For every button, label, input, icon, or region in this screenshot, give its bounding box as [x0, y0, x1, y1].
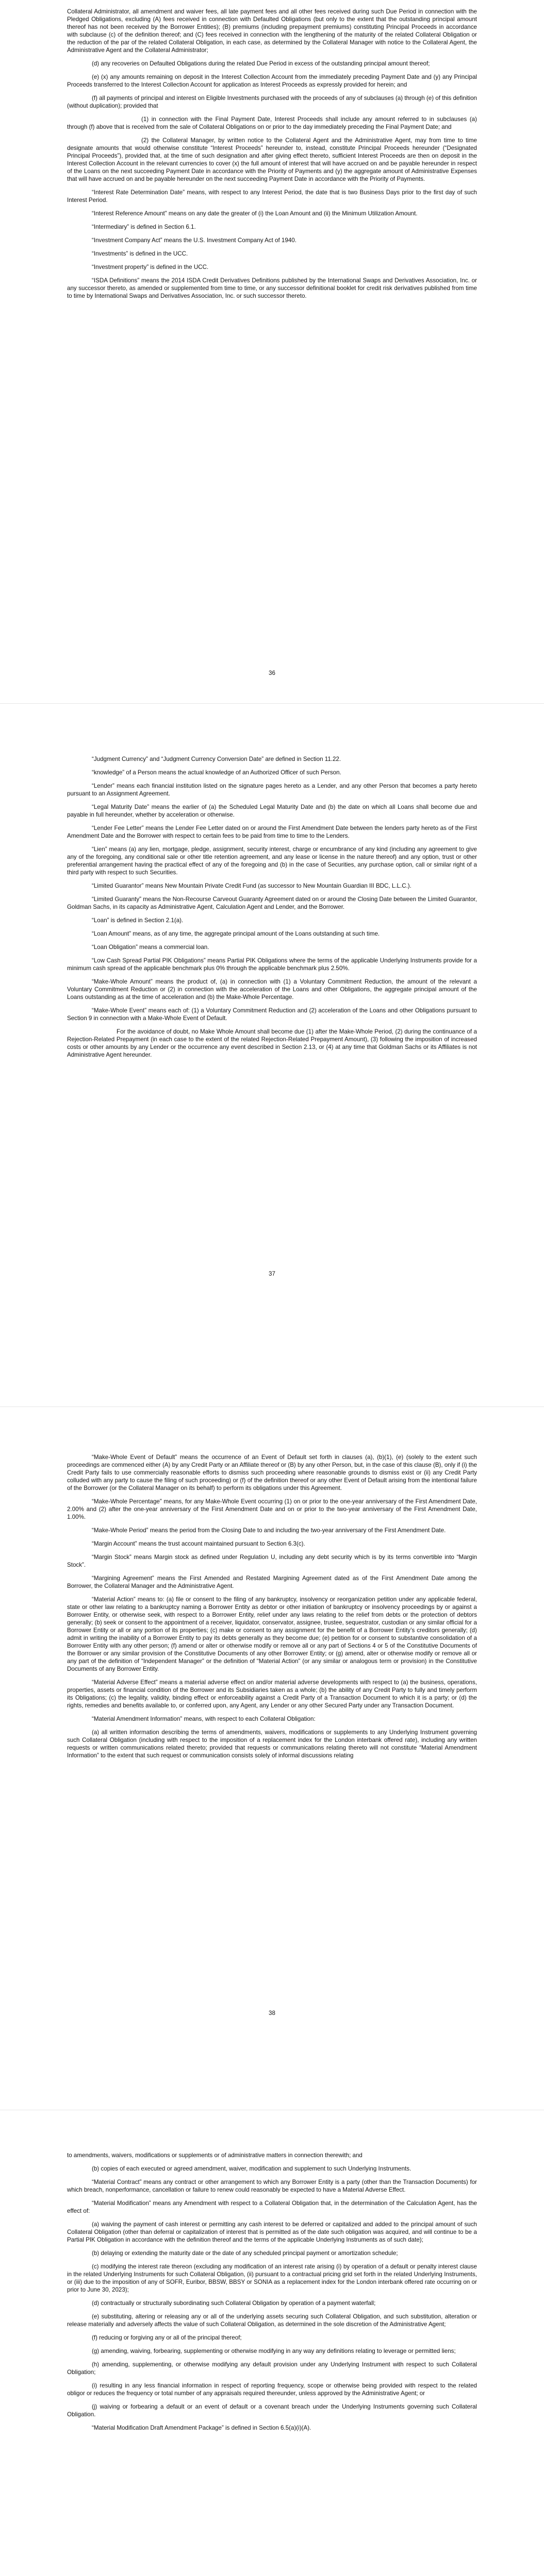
- definition-paragraph: “Make-Whole Event of Default” means the occurrence of an Event of Default set forth in clauses (a), (b)(1), (e) (solely to the extent such proceedings are commenced either (A) by any Credit Party or an Affiliate thereof or (B) by any other Person, but, in the case of this clause (B), only if (i) the Credit Party fails to use commercially reasonable efforts to dismiss such proceeding where reasonable grounds to dismiss exist or (ii) any Credit Party colluded with any party to cause the filing of such proceeding) or (f) of the definition thereof or any other Event of Default arising from the intentional failure of the Borrower (or the Collateral Manager on its behalf) to perform its obligations under this Agreement.: [67, 1454, 477, 1492]
- paragraph: Collateral Administrator, all amendment and waiver fees, all late payment fees and all other fees received during such Due Period in connection with the Pledged Obligations, excluding (A) fees received in connection with Defaulted Obligations (but only to the extent that the outstanding principal amount thereof has not been received by the Borrower Entities); (B) premiums (including prepayment premiums) constituting Principal Proceeds in accordance with subclause (c) of the definition thereof; and (C) fees received in connection with the lengthening of the maturity of the related Collateral Obligation or the reduction of the par of the related Collateral Obligation, in each case, as determined by the Collateral Manager with notice to the Collateral Agent, the Administrative Agent and the Collateral Administrator;: [67, 8, 477, 54]
- definition-paragraph: “Material Modification Draft Amendment Package” is defined in Section 6.5(a)(i)(A).: [92, 2425, 311, 2431]
- definition-paragraph: “ISDA Definitions” means the 2014 ISDA Credit Derivatives Definitions published by the International Swaps and Derivatives Association, Inc. or any successor thereto, as amended or supplemented from time to time, or any successor definitional booklet for credit risk derivatives published from time to time by International Swaps and Derivatives Association, Inc. or such successor thereto.: [67, 277, 477, 299]
- definition-paragraph: “Lender” means each financial institution listed on the signature pages hereto as a Lender, and any other Person that becomes a party hereto pursuant to an Assignment Agreement.: [67, 783, 477, 797]
- paragraph: (j) waiving or forbearing a default or an event of default or a covenant breach under the Underlying Instruments governing such Collateral Obligation.: [67, 2403, 477, 2418]
- definition-paragraph: “Loan Amount” means, as of any time, the aggregate principal amount of the Loans outstanding at such time.: [92, 930, 380, 937]
- definition-paragraph: “Limited Guarantor” means New Mountain Private Credit Fund (as successor to New Mountain Guardian III BDC, L.L.C.).: [92, 883, 411, 889]
- definition-paragraph: “Make-Whole Event” means each of: (1) a Voluntary Commitment Reduction and (2) acceleration of the Loans and other Obligations pursuant to Section 9 in connection with a Make-Whole Event of Default.: [67, 1007, 477, 1022]
- paragraph: (f) reducing or forgiving any or all of the principal thereof;: [92, 2334, 242, 2341]
- definition-paragraph: “knowledge” of a Person means the actual knowledge of an Authorized Officer of such Person.: [92, 769, 341, 776]
- paragraph: (c) modifying the interest rate thereon (excluding any modification of an interest rate arising (i) by operation of a default or penalty interest clause in the related Underlying Instruments for such Collateral Obligation, (ii) pursuant to a contractual pricing grid set forth in the related Underlying Instruments, or (iii) due to the imposition of any of SOFR, Euribor, BBSW, BBSY or SONIA as a replacement index for the London interbank offered rate occurring on or prior to June 30, 2023);: [67, 2263, 477, 2293]
- definition-paragraph: “Lien” means (a) any lien, mortgage, pledge, assignment, security interest, charge or encumbrance of any kind (including any agreement to give any of the foregoing, any conditional sale or other title retention agreement, and any lease or license in the nature thereof) and any option, trust or other preferential arrangement having the practical effect of any of the foregoing and (b) in the case of Securities, any purchase option, call or similar right of a third party with respect to such Securities.: [67, 846, 477, 876]
- definition-paragraph: “Make-Whole Amount” means the product of, (a) in connection with (1) a Voluntary Commitment Reduction, the amount of the relevant a Voluntary Commitment Reduction or (2) in connection with the acceleration of the Loans and other Obligations, the aggregate principal amount of the Loans outstanding as at the time of acceleration and (b) the Make-Whole Percentage.: [67, 978, 477, 1001]
- definition-paragraph: “Limited Guaranty” means the Non-Recourse Carveout Guaranty Agreement dated on or around the Closing Date between the Limited Guarantor, Goldman Sachs, in its capacity as Administrative Agent, Calculation Agent and Lender, and the Borrower.: [67, 896, 477, 910]
- page-body: [67, 2151, 477, 2437]
- paragraph: (i) resulting in any less financial information in respect of reporting frequency, scope or otherwise being provided with respect to the related obligor or reduces the frequency or total number of any appraisals required thereunder, unless approved by the Administrative Agent; or: [67, 2382, 477, 2397]
- definition-paragraph: “Judgment Currency” and “Judgment Currency Conversion Date” are defined in Section 11.22.: [92, 756, 341, 762]
- definition-paragraph: “Loan Obligation” means a commercial loan.: [92, 944, 209, 951]
- definition-paragraph: “Make-Whole Period” means the period from the Closing Date to and including the two-year anniversary of the First Amendment Date.: [92, 1527, 446, 1534]
- page-body: [67, 1453, 477, 1765]
- page-number: 38: [269, 2010, 275, 2016]
- paragraph: (a) waiving the payment of cash interest or permitting any cash interest to be deferred or capitalized and added to the principal amount of such Collateral Obligation (other than deferral or capitalization of interest that is permitted as of the date such obligation was acquired, and will continue to be a Partial PIK Obligation in accordance with the definition thereof and the terms of the applicable Underlying Instruments as of such date);: [67, 2221, 477, 2243]
- paragraph: (1) in connection with the Final Payment Date, Interest Proceeds shall include any amount referred to in subclauses (a) through (f) above that is received from the sale of Collateral Obligations on or prior to the day immediately preceding the Final Payment Date; and: [67, 116, 477, 130]
- definition-paragraph: “Margin Stock” means Margin stock as defined under Regulation U, including any debt security which is by its terms convertible into “Margin Stock”.: [67, 1554, 477, 1568]
- definition-paragraph: “Margin Account” means the trust account maintained pursuant to Section 6.3(c).: [92, 1540, 305, 1547]
- document-page: [0, 0, 544, 703]
- paragraph: (h) amending, supplementing, or otherwise modifying any default provision under any Underlying Instrument with respect to such Collateral Obligation;: [67, 2361, 477, 2376]
- paragraph: (g) amending, waiving, forbearing, supplementing or otherwise modifying in any way any definitions relating to leverage or permitted liens;: [92, 2348, 456, 2354]
- page-body: [67, 755, 477, 1064]
- paragraph: (d) any recoveries on Defaulted Obligations during the related Due Period in excess of the outstanding principal amount thereof;: [92, 60, 430, 67]
- document-page: [0, 2110, 544, 2576]
- paragraph: to amendments, waivers, modifications or supplements or of administrative matters in connection therewith; and: [67, 2152, 362, 2159]
- definition-paragraph: “Low Cash Spread Partial PIK Obligations” means Partial PIK Obligations where the terms of the applicable Underlying Instruments provide for a minimum cash spread of the applicable benchmark plus 0% through the applicable benchmark plus 2.50%.: [67, 957, 477, 972]
- definition-paragraph: “Investment property” is defined in the UCC.: [92, 264, 209, 270]
- paragraph: (b) copies of each executed or agreed amendment, waiver, modification and supplement to such Underlying Instruments.: [92, 2165, 411, 2172]
- definition-paragraph: “Material Modification” means any Amendment with respect to a Collateral Obligation that, in the determination of the Calculation Agent, has the effect of:: [67, 2200, 477, 2214]
- document-page: [0, 703, 544, 1406]
- definition-paragraph: “Intermediary” is defined in Section 6.1.: [92, 224, 196, 230]
- document-page: [0, 1406, 544, 2110]
- definition-paragraph: “Material Adverse Effect” means a material adverse effect on and/or material adverse developments with respect to (a) the business, operations, properties, assets or financial condition of the Borrower and its Subsidiaries taken as a whole; (b) the ability of any Credit Party to fully and timely perform its Obligations; (c) the legality, validity, binding effect or enforceability against a Credit Party of a Transaction Document to which it is a party; or (d) the rights, remedies and benefits available to, or conferred upon, any Agent, any Lender or any other Secured Party under any Transaction Document.: [67, 1679, 477, 1709]
- paragraph: (e) substituting, altering or releasing any or all of the underlying assets securing such Collateral Obligation, and such substitution, alteration or release materially and adversely affects the value of such Collateral Obligation, as determined in the sole discretion of the Administrative Agent;: [67, 2313, 477, 2328]
- paragraph: For the avoidance of doubt, no Make Whole Amount shall become due (1) after the Make-Whole Period, (2) during the continuance of a Rejection-Related Prepayment (in each case to the extent of the related Rejection-Related Prepayment Amount), (3) following the imposition of increased costs or other amounts by any Lender or the occurrence any event described in Section 2.13, or (4) at any time that Goldman Sachs or its Affiliates is not Administrative Agent hereunder.: [67, 1028, 477, 1058]
- paragraph: (a) all written information describing the terms of amendments, waivers, modifications or supplements to any Underlying Instrument governing such Collateral Obligation (including with respect to the imposition of a replacement index for the London interbank offered rate), including any written requests or written communications related thereto; provided that requests or communications relating thereto will not constitute “Material Amendment Information” to the extent that such request or communication consists solely of informal discussions relating: [67, 1729, 477, 1759]
- definition-paragraph: “Lender Fee Letter” means the Lender Fee Letter dated on or around the First Amendment Date between the lenders party hereto as of the First Amendment Date and the Borrower with respect to certain fees to be paid from time to time to the Lenders.: [67, 825, 477, 839]
- definition-paragraph: “Legal Maturity Date” means the earlier of (a) the Scheduled Legal Maturity Date and (b) the date on which all Loans shall become due and payable in full hereunder, whether by acceleration or otherwise.: [67, 804, 477, 818]
- paragraph: (b) delaying or extending the maturity date or the date of any scheduled principal payment or amortization schedule;: [92, 2250, 398, 2257]
- paragraph: (f) all payments of principal and interest on Eligible Investments purchased with the proceeds of any of subclauses (a) through (e) of this definition (without duplication); provided that: [67, 95, 477, 109]
- page-number: 37: [269, 1270, 275, 1277]
- definition-paragraph: “Interest Rate Determination Date” means, with respect to any Interest Period, the date that is two Business Days prior to the first day of such Interest Period.: [67, 189, 477, 204]
- definition-paragraph: “Material Amendment Information” means, with respect to each Collateral Obligation:: [92, 1716, 316, 1722]
- definition-paragraph: “Investments” is defined in the UCC.: [92, 250, 188, 257]
- paragraph: (e) (x) any amounts remaining on deposit in the Interest Collection Account from the immediately preceding Payment Date and (y) any Principal Proceeds transferred to the Interest Collection Account for application as Interest Proceeds as expressly provided for herein; and: [67, 74, 477, 88]
- paragraph: (2) the Collateral Manager, by written notice to the Collateral Agent and the Administrative Agent, may from time to time designate amounts that would otherwise constitute “Interest Proceeds” hereunder to, instead, constitute Principal Proceeds hereunder (“Designated Principal Proceeds”), provided that, at the time of such designation and after giving effect thereto, sufficient Interest Proceeds are then on deposit in the Interest Collection Account in the relevant currencies to cover (x) the full amount of interest that will have accrued on and be payable hereunder in respect of the Loans on the next succeeding Payment Date in accordance with the Priority of Payments and (y) the aggregate amount of Administrative Expenses that will have accrued on and be payable hereunder on the next succeeding Payment Date in accordance with the Priority of Payments.: [67, 137, 477, 182]
- definition-paragraph: “Material Action” means to: (a) file or consent to the filing of any bankruptcy, insolvency or reorganization petition under any applicable federal, state or other law relating to a bankruptcy naming a Borrower Entity as debtor or other initiation of bankruptcy or insolvency proceedings by or against a Borrower Entity, or otherwise seek, with respect to a Borrower Entity, relief under any laws relating to the relief from debts or the protection of debtors generally; (b) seek or consent to the appointment of a receiver, liquidator, conservator, assignee, trustee, sequestrator, custodian or any similar official for a Borrower Entity or all or any portion of its properties; (c) make or consent to any assignment for the benefit of a Borrower Entity’s creditors generally; (d) admit in writing the inability of a Borrower Entity to pay its debts generally as they become due; (e) petition for or consent to substantive consolidation of a Borrower Entity with any other person; (f) amend or alter or otherwise modify or remove all or any part of Sections 4 or 5 of the Constitutive Documents of the Borrower or any similar provision of the Constitutive Documents of any other Borrower Entity; or (g) amend, alter or otherwise modify or remove all or any part of the definition of “Independent Manager” or the definition of “Material Action” (or any similar or analogous term or provision) in the Constitutive Documents of any Borrower Entity.: [67, 1596, 477, 1672]
- definition-paragraph: “Margining Agreement” means the First Amended and Restated Margining Agreement dated as of the First Amendment Date among the Borrower, the Collateral Manager and the Administrative Agent.: [67, 1575, 477, 1589]
- page-number: 36: [269, 670, 275, 676]
- definition-paragraph: “Loan” is defined in Section 2.1(a).: [92, 917, 184, 924]
- definition-paragraph: “Make-Whole Percentage” means, for any Make-Whole Event occurring (1) on or prior to the one-year anniversary of the First Amendment Date, 2.00% and (2) after the one-year anniversary of the First Amendment Date and on or prior to the two-year anniversary of the First Amendment Date, 1.00%.: [67, 1498, 477, 1520]
- definition-paragraph: “Interest Reference Amount” means on any date the greater of (i) the Loan Amount and (ii) the Minimum Utilization Amount.: [92, 210, 418, 217]
- page-body: [67, 8, 477, 306]
- definition-paragraph: “Investment Company Act” means the U.S. Investment Company Act of 1940.: [92, 237, 296, 244]
- paragraph: (d) contractually or structurally subordinating such Collateral Obligation by operation of a payment waterfall;: [92, 2300, 376, 2307]
- definition-paragraph: “Material Contract” means any contract or other arrangement to which any Borrower Entity is a party (other than the Transaction Documents) for which breach, nonperformance, cancellation or failure to renew could reasonably be expected to have a Material Adverse Effect.: [67, 2179, 477, 2193]
